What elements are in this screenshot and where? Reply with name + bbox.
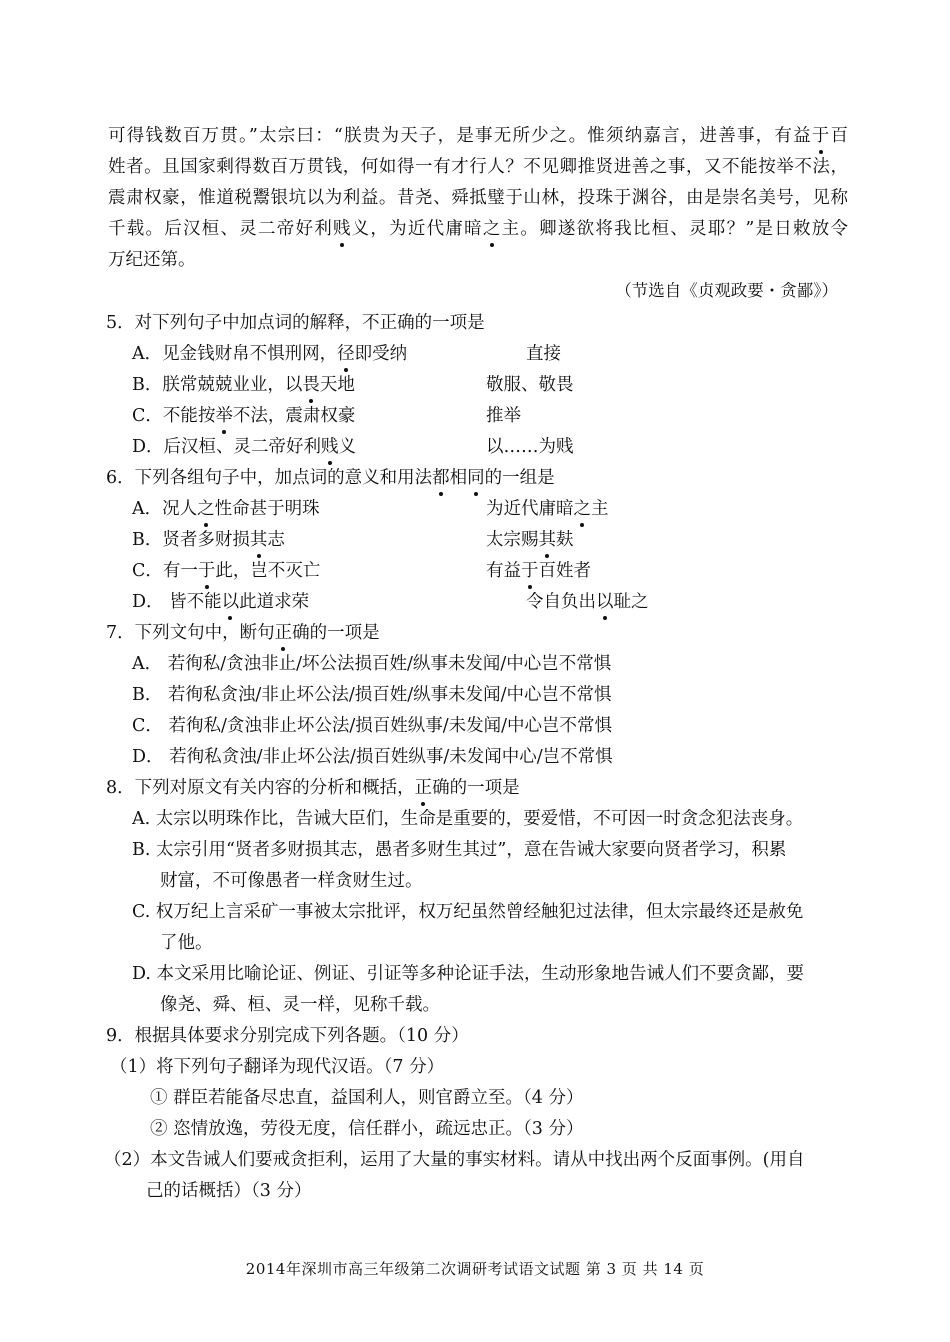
emphasis-dot-char: 以 xyxy=(596,592,614,612)
question-line xyxy=(132,590,309,614)
text-run: B. 太宗引用“贤者多财损其志，愚者多财生其过”，意在告诫大家要向贤者学习，积累 xyxy=(132,840,787,860)
text-run: B．贤者多财损 xyxy=(132,530,250,550)
text-run: 震肃权豪，惟道税鬻银坑以为利益。昔尧、舜抵璧于山林，投珠于渊谷，由是崇名美号，见称 xyxy=(108,188,848,208)
text-run: A．见金钱财帛不惧刑网， xyxy=(132,344,338,364)
question-line xyxy=(132,528,285,552)
page-footer: 2014年深圳市高三年级第二次调研考试语文试题 第 3 页 共 14 页 xyxy=(245,1260,705,1278)
text-run: 志 xyxy=(267,530,285,550)
emphasis-dot-char: 之 xyxy=(482,219,501,239)
emphasis-dot-char: 之 xyxy=(573,499,591,519)
text-run: 7．下列文句中，断句 xyxy=(106,623,275,643)
text-run: A．况人 xyxy=(132,499,198,519)
question-line xyxy=(132,404,355,428)
question-line xyxy=(132,962,804,986)
text-run: 有益 xyxy=(486,561,521,581)
text-run: 的一组是 xyxy=(484,468,555,488)
option-explanation xyxy=(486,404,521,428)
question-line xyxy=(132,838,786,862)
question-line xyxy=(132,745,613,769)
emphasis-dot-char: 同 xyxy=(467,468,485,488)
text-run: 像尧、舜、桓、灵一样，见称千载。 xyxy=(160,995,440,1015)
passage-line xyxy=(108,217,848,241)
text-run: 以……为贱 xyxy=(486,437,574,457)
option-explanation xyxy=(486,559,591,583)
text-run: B．朕常兢兢业业，以 xyxy=(132,375,303,395)
question-line xyxy=(150,1117,584,1141)
emphasis-dot-char: 其 xyxy=(538,530,556,550)
source-citation: （节选自《贞观政要・贪鄙》） xyxy=(615,281,838,300)
text-run: ② 恣情放逸，劳役无度，信任群小，疏远忠正。（3 分） xyxy=(150,1119,584,1139)
text-run: 千载。后汉桓、灵二帝好利 xyxy=(108,219,333,239)
question-line xyxy=(106,776,520,800)
text-run: 8．下列对原文有关内容的分析和概括， xyxy=(106,778,415,798)
text-run: 主 xyxy=(591,499,609,519)
question-line xyxy=(104,1148,804,1172)
text-run: C. 权万纪上言采矿一事被太宗批评，权万纪虽然曾经触犯过法律，但太宗最终还是赦免 xyxy=(132,902,804,922)
passage-line xyxy=(108,124,848,148)
text-run: （2）本文告诫人们要戒贪拒利，运用了大量的事实材料。请从中找出两个反面事例。(用自 xyxy=(104,1150,805,1170)
emphasis-dot-char: 贱 xyxy=(321,437,339,457)
question-line xyxy=(150,1086,584,1110)
emphasis-dot-char: 畏 xyxy=(302,375,320,395)
question-line xyxy=(132,435,356,459)
option-explanation xyxy=(486,435,574,459)
option-explanation xyxy=(486,373,574,397)
question-line xyxy=(132,714,612,738)
text-run: 麸 xyxy=(556,530,574,550)
text-run: 6．下列各组句子中，加点词的意义和用法 xyxy=(106,468,433,488)
text-run: （1）将下列句子翻译为现代汉语。（7 分） xyxy=(110,1057,445,1077)
text-run: ① 群臣若能备尽忠直，益国利人，则官爵立至。（4 分） xyxy=(150,1088,584,1108)
text-run: D． 皆不能 xyxy=(132,592,222,612)
text-run: 己的话概括）（3 分） xyxy=(146,1181,312,1201)
question-line xyxy=(132,683,612,707)
text-run: 性命甚于明珠 xyxy=(214,499,320,519)
text-run: 5．对下列句子中加点词的解释，不正确的一项是 xyxy=(106,313,485,333)
text-run: 确的一项是 xyxy=(292,623,380,643)
emphasis-dot-char: 之 xyxy=(197,499,215,519)
text-run: A. 太宗以明珠作比，告诫大臣们，生命是重要的，要爱惜，不可因一时贪念犯法丧身。 xyxy=(132,809,804,829)
passage-line xyxy=(108,155,848,179)
emphasis-dot-char: 举 xyxy=(215,406,233,426)
question-line xyxy=(132,559,320,583)
text-run: 推举 xyxy=(486,406,521,426)
question-line xyxy=(132,652,611,676)
passage-line xyxy=(108,248,196,272)
question-line xyxy=(132,900,803,924)
option-explanation xyxy=(526,590,649,614)
text-run: 太宗赐 xyxy=(486,530,539,550)
text-run: D． 若徇私贪浊/非止坏公法/损百姓纵事/未发闻中心/岂不常惧 xyxy=(132,747,613,767)
question-line xyxy=(132,497,320,521)
text-run: D．后汉桓、灵二帝好利 xyxy=(132,437,322,457)
text-run: 百姓者 xyxy=(538,561,591,581)
question-line xyxy=(160,931,213,955)
text-run: 9．根据具体要求分别完成下列各题。（10 分） xyxy=(106,1026,469,1046)
emphasis-dot-char: 于 xyxy=(197,561,216,581)
text-run: 此，岂不灭亡 xyxy=(215,561,321,581)
text-run: 不法，震肃权豪 xyxy=(232,406,356,426)
emphasis-dot-char: 正 xyxy=(414,778,433,798)
text-run: 此道求荣 xyxy=(239,592,310,612)
question-line xyxy=(160,869,423,893)
text-run: C．不能按 xyxy=(132,406,216,426)
text-run: 相 xyxy=(449,468,468,488)
question-line xyxy=(110,1055,444,1079)
emphasis-dot-char: 都 xyxy=(432,468,450,488)
text-run: 为近代庸暗 xyxy=(486,499,574,519)
text-run: C． 若徇私/贪浊非止坏公法/损百姓纵事/未发闻/中心岂不常惧 xyxy=(132,716,613,736)
text-run: D. 本文采用比喻论证、例证、引证等多种论证手法，生动形象地告诫人们不要贪鄙，要 xyxy=(132,964,805,984)
text-run: 敬服、敬畏 xyxy=(486,375,574,395)
option-explanation xyxy=(486,528,574,552)
text-run: 了他。 xyxy=(160,933,213,953)
emphasis-dot-char: 贱 xyxy=(332,219,351,239)
text-run: 万纪还第。 xyxy=(108,250,196,270)
question-line xyxy=(160,993,440,1017)
question-line xyxy=(146,1179,311,1203)
passage-line xyxy=(108,186,848,210)
emphasis-dot-char: 径 xyxy=(337,344,355,364)
text-run: 姓者。且国家剩得数百万贯钱，何如得一有才行人？不见卿推贤进善之事，又不能按举不法， xyxy=(108,157,848,177)
option-explanation xyxy=(526,342,561,366)
text-run: 直接 xyxy=(526,344,561,364)
emphasis-dot-char: 于 xyxy=(811,126,830,146)
text-run: 确的一项是 xyxy=(432,778,520,798)
text-run: 即受纳 xyxy=(354,344,408,364)
emphasis-dot-char: 于 xyxy=(521,561,539,581)
text-run: 耻之 xyxy=(613,592,649,612)
text-run: B． 若徇私贪浊/非止坏公法/损百姓/纵事未发闻/中心岂不常惧 xyxy=(132,685,612,705)
text-run: C．有一 xyxy=(132,561,198,581)
question-line xyxy=(106,621,380,645)
question-line xyxy=(132,373,355,397)
emphasis-dot-char: 以 xyxy=(221,592,240,612)
text-run: 天地 xyxy=(319,375,355,395)
emphasis-dot-char: 其 xyxy=(249,530,268,550)
text-run: 百 xyxy=(829,126,849,146)
text-run: 令自负出 xyxy=(526,592,596,612)
text-run: 可得钱数百万贯。”太宗曰：“朕贵为天子，是事无所少之。惟须纳嘉言，进善事，有益 xyxy=(108,126,812,146)
question-line xyxy=(106,311,485,335)
emphasis-dot-char: 正 xyxy=(274,623,293,643)
option-explanation xyxy=(486,497,609,521)
question-line xyxy=(132,807,803,831)
text-run: 财富，不可像愚者一样贪财生过。 xyxy=(160,871,423,891)
question-line xyxy=(106,1024,469,1048)
text-run: 义，为近代庸暗 xyxy=(350,219,483,239)
text-run: 义 xyxy=(338,437,357,457)
question-line xyxy=(106,466,555,490)
question-line xyxy=(132,342,407,366)
text-run: 主。卿遂欲将我比桓、灵耶？”是日敕放令 xyxy=(500,219,849,239)
text-run: A． 若徇私/贪浊非止/坏公法损百姓/纵事未发闻/中心岂不常惧 xyxy=(132,654,612,674)
